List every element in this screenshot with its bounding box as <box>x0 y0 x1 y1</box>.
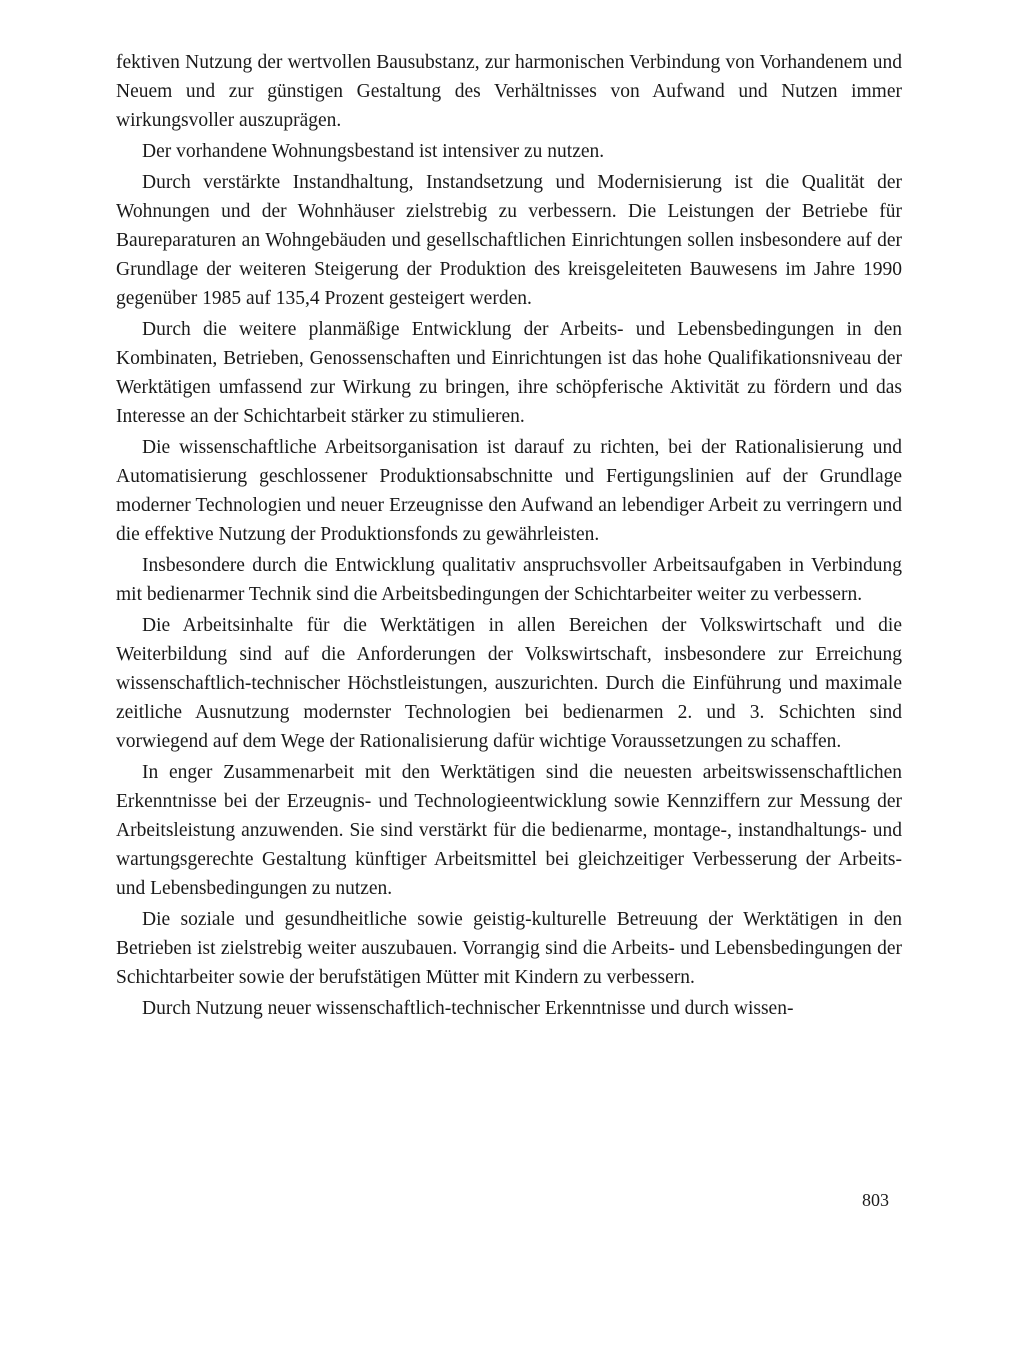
paragraph-wohnungsbestand: Der vorhandene Wohnungsbestand ist intensiver zu nutzen. <box>142 141 605 162</box>
paragraph-arbeitsaufgaben: Insbesondere durch die Entwicklung qualitativ anspruchsvoller Arbeitsaufgaben in Verbindung mit bedienarmer Technik sind die Arbeitsbedingungen der Schichtarbeiter weiter zu verbessern. <box>116 555 902 605</box>
page-number: 803 <box>862 1190 889 1210</box>
paragraph-zusammenarbeit: In enger Zusammenarbeit mit den Werktätigen sind die neuesten arbeitswissenschaftlichen Erkenntnisse bei der Erzeugnis- und Technologieentwicklung sowie Kennziffern zur Messung der Arbeitsleistung anzuwenden. Sie sind verstärkt für die bedienarme, montage-, instandhaltungs- und wartungsgerechte Gestaltung künftiger Arbeitsmittel bei gleichzeitiger Verbesserung der Arbeits- und Lebensbedingungen zu nutzen. <box>116 762 902 899</box>
page-body <box>116 48 902 1025</box>
paragraph-lebensbedingungen: Durch die weitere planmäßige Entwicklung der Arbeits- und Lebensbedingungen in den Kombinaten, Betrieben, Genossenschaften und Einrichtungen ist das hohe Qualifikationsniveau der Werktätigen umfassend zur Wirkung zu bringen, ihre schöpferische Aktivität zu fördern und das Interesse an der Schichtarbeit stärker zu stimulieren. <box>116 319 902 427</box>
paragraph-continuation: fektiven Nutzung der wertvollen Bausubstanz, zur harmonischen Verbindung von Vorhandenem und Neuem und zur günstigen Gestaltung des Verhältnisses von Aufwand und Nutzen immer wirkungsvoller auszuprägen. <box>116 52 902 131</box>
paragraph-arbeitsorganisation: Die wissenschaftliche Arbeitsorganisation ist darauf zu richten, bei der Rationalisierung und Automatisierung geschlossener Produktionsabschnitte und Fertigungslinien auf der Grundlage moderner Technologien und neuer Erzeugnisse den Aufwand an lebendiger Arbeit zu verringern und die effektive Nutzung der Produktionsfonds zu gewährleisten. <box>116 437 902 545</box>
paragraph-instandhaltung: Durch verstärkte Instandhaltung, Instandsetzung und Modernisierung ist die Qualität der Wohnungen und der Wohnhäuser zielstrebig zu verbessern. Die Leistungen der Betriebe für Baureparaturen an Wohngebäuden und gesellschaftlichen Einrichtungen sollen insbesondere auf der Grundlage der weiteren Steigerung der Produktion des kreisgeleiteten Bauwesens im Jahre 1990 gegenüber 1985 auf 135,4 Prozent gesteigert werden. <box>116 172 902 309</box>
paragraph-betreuung: Die soziale und gesundheitliche sowie geistig-kulturelle Betreuung der Werktätigen in den Betrieben ist zielstrebig weiter auszubauen. Vorrangig sind die Arbeits- und Lebensbedingungen der Schichtarbeiter sowie der berufstätigen Mütter mit Kindern zu verbessern. <box>116 909 902 988</box>
paragraph-arbeitsinhalte: Die Arbeitsinhalte für die Werktätigen in allen Bereichen der Volkswirtschaft und die Weiterbildung sind auf die Anforderungen der Volkswirtschaft, insbesondere zur Erreichung wissenschaftlich-technischer Höchstleistungen, auszurichten. Durch die Einführung und maximale zeitliche Ausnutzung modernster Technologien bei bedienarmen 2. und 3. Schichten sind vorwiegend auf dem Wege der Rationalisierung dafür wichtige Voraussetzungen zu schaffen. <box>116 615 902 752</box>
paragraph-nutzung: Durch Nutzung neuer wissenschaftlich-technischer Erkenntnisse und durch wissen- <box>142 998 794 1019</box>
